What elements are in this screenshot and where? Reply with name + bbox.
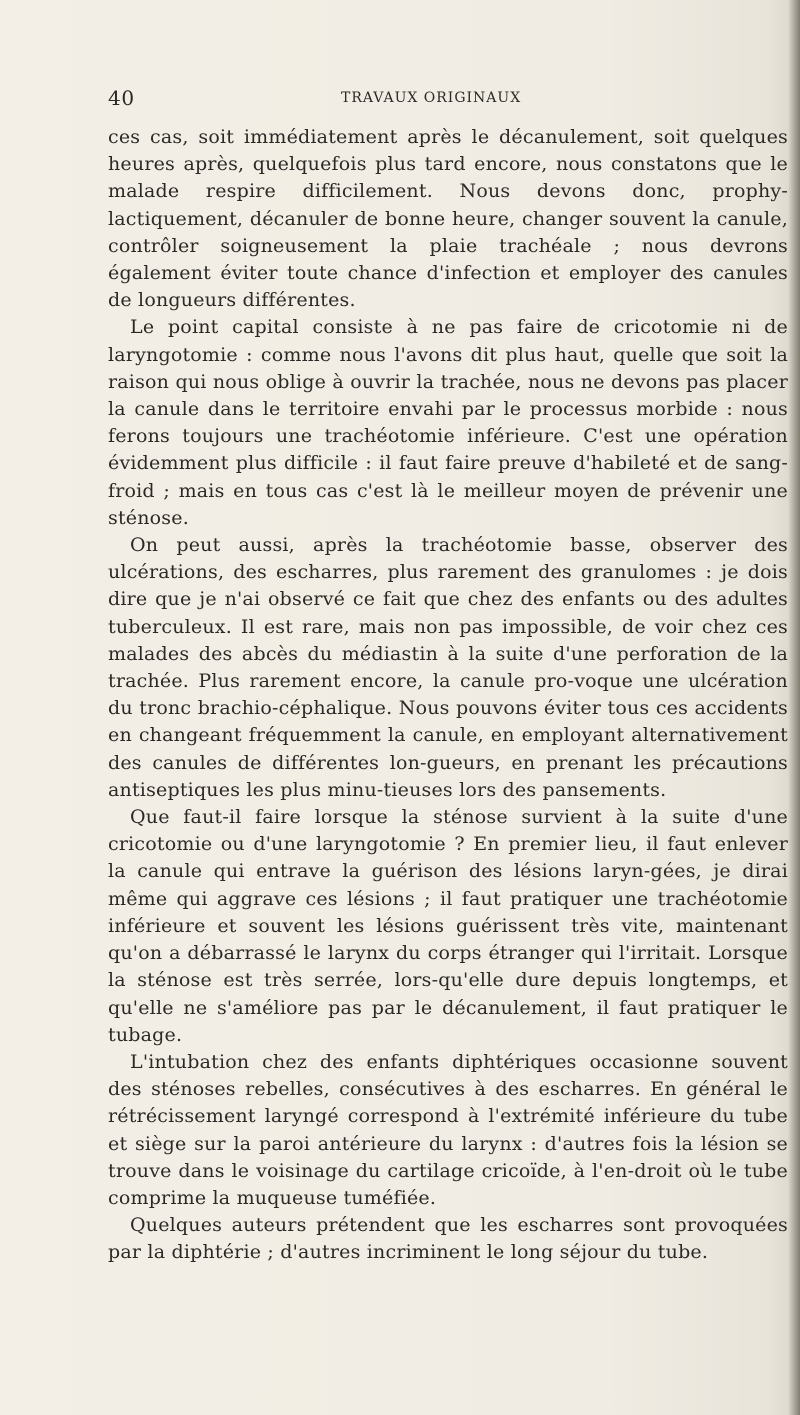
paragraph-4: Que faut-il faire lorsque la sténose survient à la suite d'une cricotomie ou d'une laryngotomie ? En premier lieu, il faut enlever la canule qui entrave la guérison des lésions laryn-gées, je dirai même qui aggrave ces lésions ; il faut pratiquer une trachéotomie inférieure et souvent les lésions guérissent très vite, maintenant qu'on a débarrassé le larynx du corps étranger qui l'irritait. Lorsque la sténose est très serrée, lors-qu'elle dure depuis longtemps, et qu'elle ne s'améliore pas par le décanulement, il faut pratiquer le tubage. <box>108 806 788 1046</box>
body-text <box>108 124 788 1267</box>
page-edge-shadow <box>788 0 800 1415</box>
paragraph-6: Quelques auteurs prétendent que les escharres sont provoquées par la diphtérie ; d'autres incriminent le long séjour du tube. <box>108 1214 788 1264</box>
running-header <box>108 86 788 112</box>
running-title: TRAVAUX ORIGINAUX <box>341 90 522 106</box>
paragraph-3: On peut aussi, après la trachéotomie basse, observer des ulcérations, des escharres, plus rarement des granulomes : je dois dire que je n'ai observé ce fait que chez des enfants ou des adultes tuberculeux. Il est rare, mais non pas impossible, de voir chez ces malades des abcès du médiastin à la suite d'une perforation de la trachée. Plus rarement encore, la canule pro-voque une ulcération du tronc brachio-céphalique. Nous pouvons éviter tous ces accidents en changeant fréquemment la canule, en employant alternativement des canules de différentes lon-gueurs, en prenant les précautions antiseptiques les plus minu-tieuses lors des pansements. <box>108 534 788 801</box>
page-number: 40 <box>108 86 135 110</box>
paragraph-1: ces cas, soit immédiatement après le décanulement, soit quelques heures après, quelquefois plus tard encore, nous constatons que le malade respire difficilement. Nous devons donc, prophy-lactiquement, décanuler de bonne heure, changer souvent la canule, contrôler soigneusement la plaie trachéale ; nous devrons également éviter toute chance d'infection et employer des canules de longueurs différentes. <box>108 126 788 312</box>
paragraph-2: Le point capital consiste à ne pas faire de cricotomie ni de laryngotomie : comme nous l'avons dit plus haut, quelle que soit la raison qui nous oblige à ouvrir la trachée, nous ne devons pas placer la canule dans le territoire envahi par le processus morbide : nous ferons toujours une trachéotomie inférieure. C'est une opération évidemment plus difficile : il faut faire preuve d'habileté et de sang-froid ; mais en tous cas c'est là le meilleur moyen de prévenir une sténose. <box>108 316 788 529</box>
paragraph-5: L'intubation chez des enfants diphtériques occasionne souvent des sténoses rebelles, consécutives à des escharres. En général le rétrécissement laryngé correspond à l'extrémité inférieure du tube et siège sur la paroi antérieure du larynx : d'autres fois la lésion se trouve dans le voisinage du cartilage cricoïde, à l'en-droit où le tube comprime la muqueuse tuméfiée. <box>108 1050 788 1209</box>
